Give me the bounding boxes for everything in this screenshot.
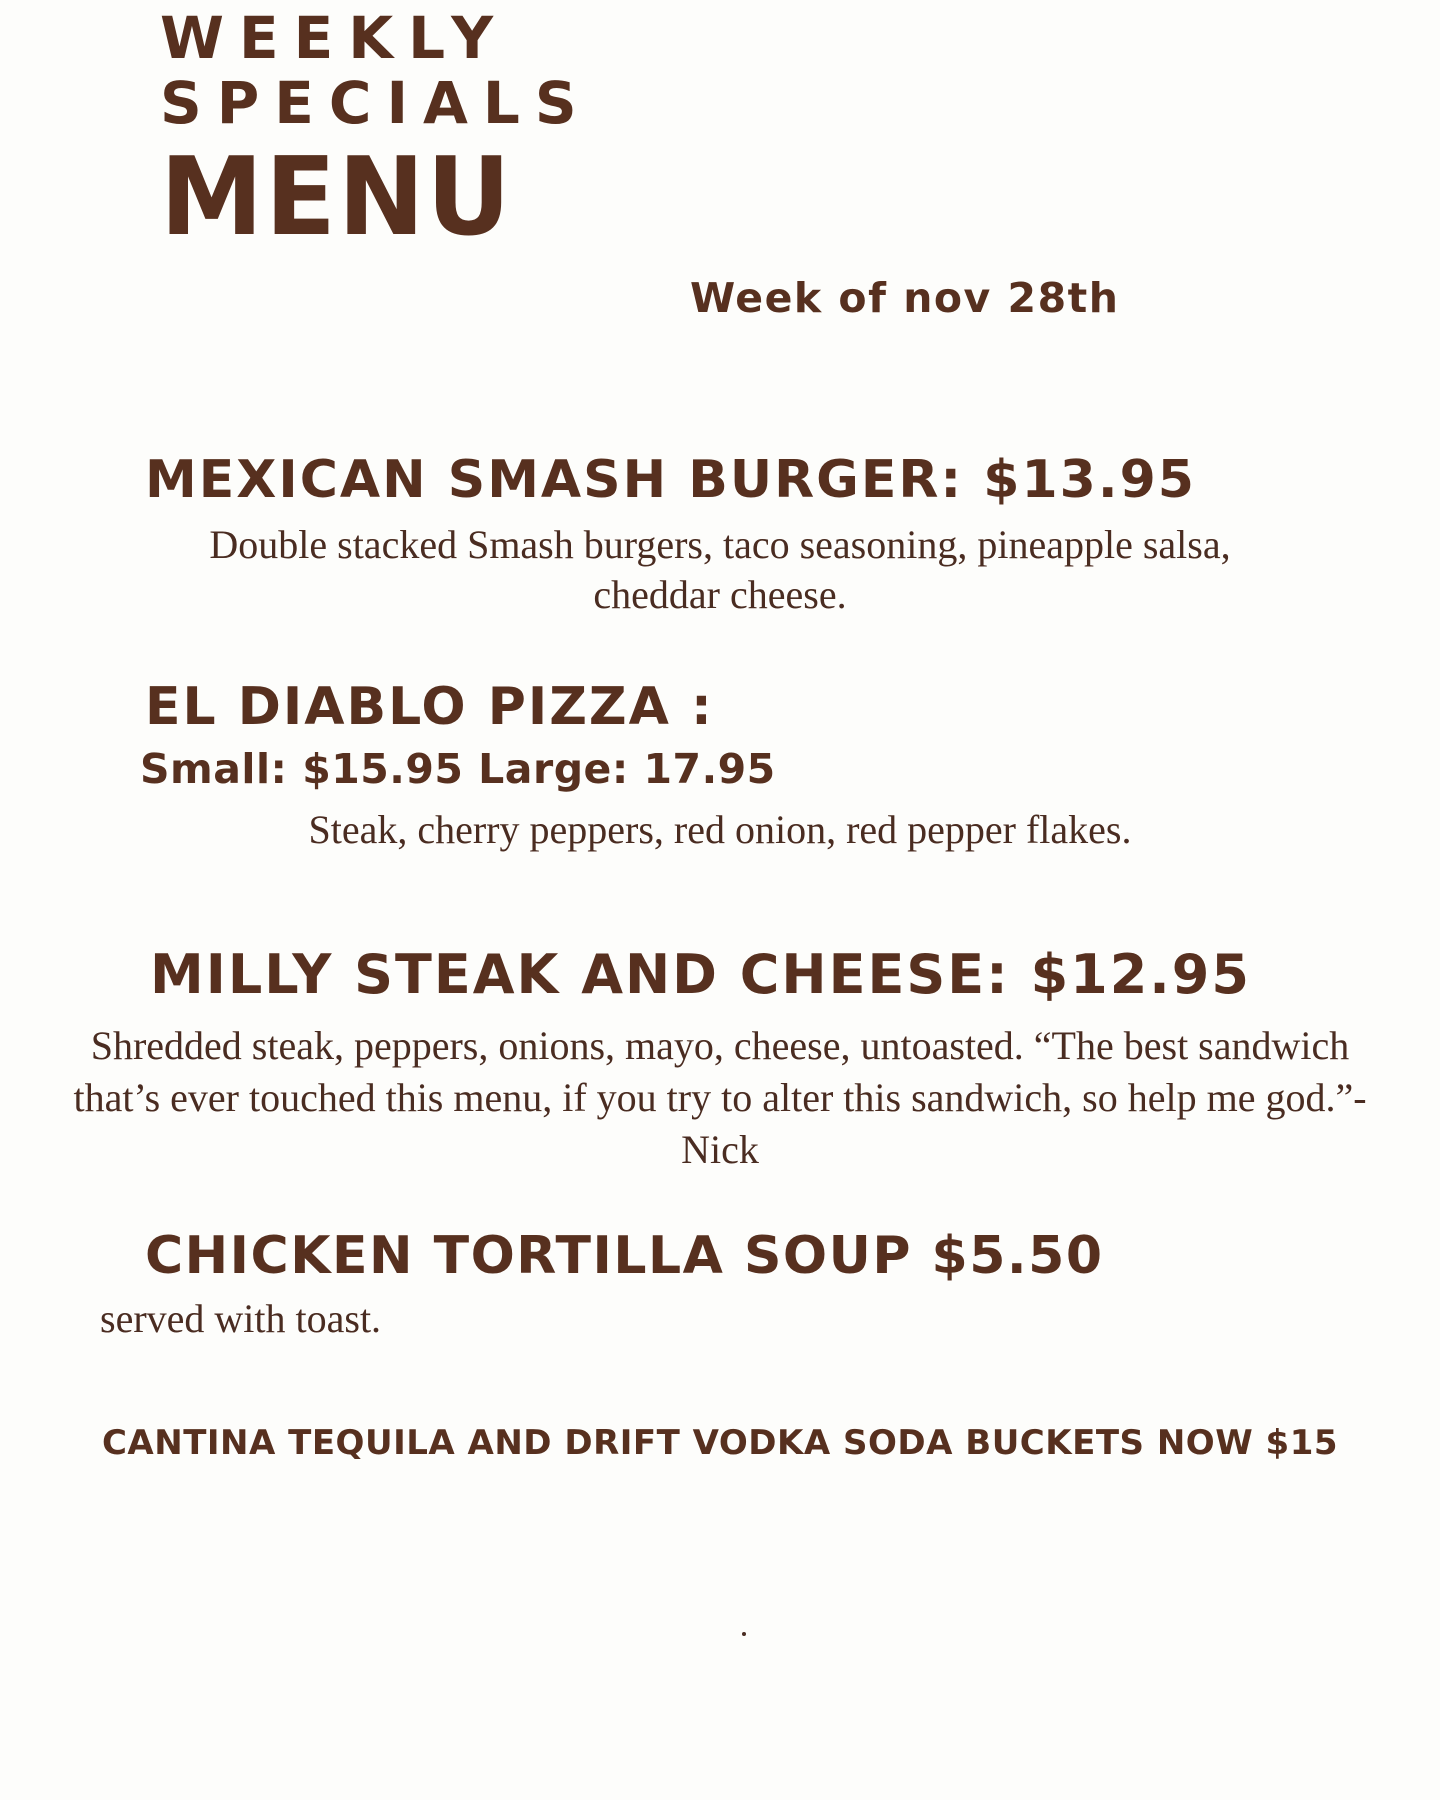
header-line-menu: MENU bbox=[160, 134, 513, 260]
menu-item-description: Shredded steak, peppers, onions, mayo, cheese, untoasted. “The best sandwich that’s ever touched this menu, if you try to alter this sandwich, so help me god.”- Nick bbox=[73, 1022, 1367, 1172]
menu-header bbox=[0, 0, 1440, 322]
menu-item-description: Double stacked Smash burgers, taco seasoning, pineapple salsa, cheddar cheese. bbox=[209, 521, 1231, 617]
menu-item-el-diablo-pizza bbox=[0, 677, 1440, 855]
menu-items bbox=[0, 450, 1440, 1343]
menu-item-title: EL DIABLO PIZZA : bbox=[145, 677, 714, 738]
menu-item-title: MEXICAN SMASH BURGER: $13.95 bbox=[145, 449, 1196, 510]
menu-item-description: Steak, cherry peppers, red onion, red pepper flakes. bbox=[308, 807, 1132, 853]
menu-item-mexican-smash-burger bbox=[0, 450, 1440, 619]
stray-ink-dot bbox=[742, 1632, 746, 1636]
menu-item-sizes: Small: $15.95 Large: 17.95 bbox=[140, 745, 776, 794]
header-line-specials: SPECIALS bbox=[160, 68, 592, 137]
menu-item-chicken-tortilla-soup bbox=[0, 1226, 1440, 1344]
menu-item-description: served with toast. bbox=[100, 1295, 382, 1341]
footer-promo: CANTINA TEQUILA AND DRIFT VODKA SODA BUCKETS NOW $15 bbox=[101, 1423, 1339, 1464]
menu-item-title: MILLY STEAK AND CHEESE: $12.95 bbox=[150, 942, 1251, 1006]
header-line-weekly: WEEKLY bbox=[160, 4, 509, 72]
week-of-label: Week of nov 28th bbox=[690, 273, 1120, 322]
menu-item-title: CHICKEN TORTILLA SOUP $5.50 bbox=[145, 1225, 1104, 1286]
menu-item-milly-steak-and-cheese bbox=[0, 943, 1440, 1176]
